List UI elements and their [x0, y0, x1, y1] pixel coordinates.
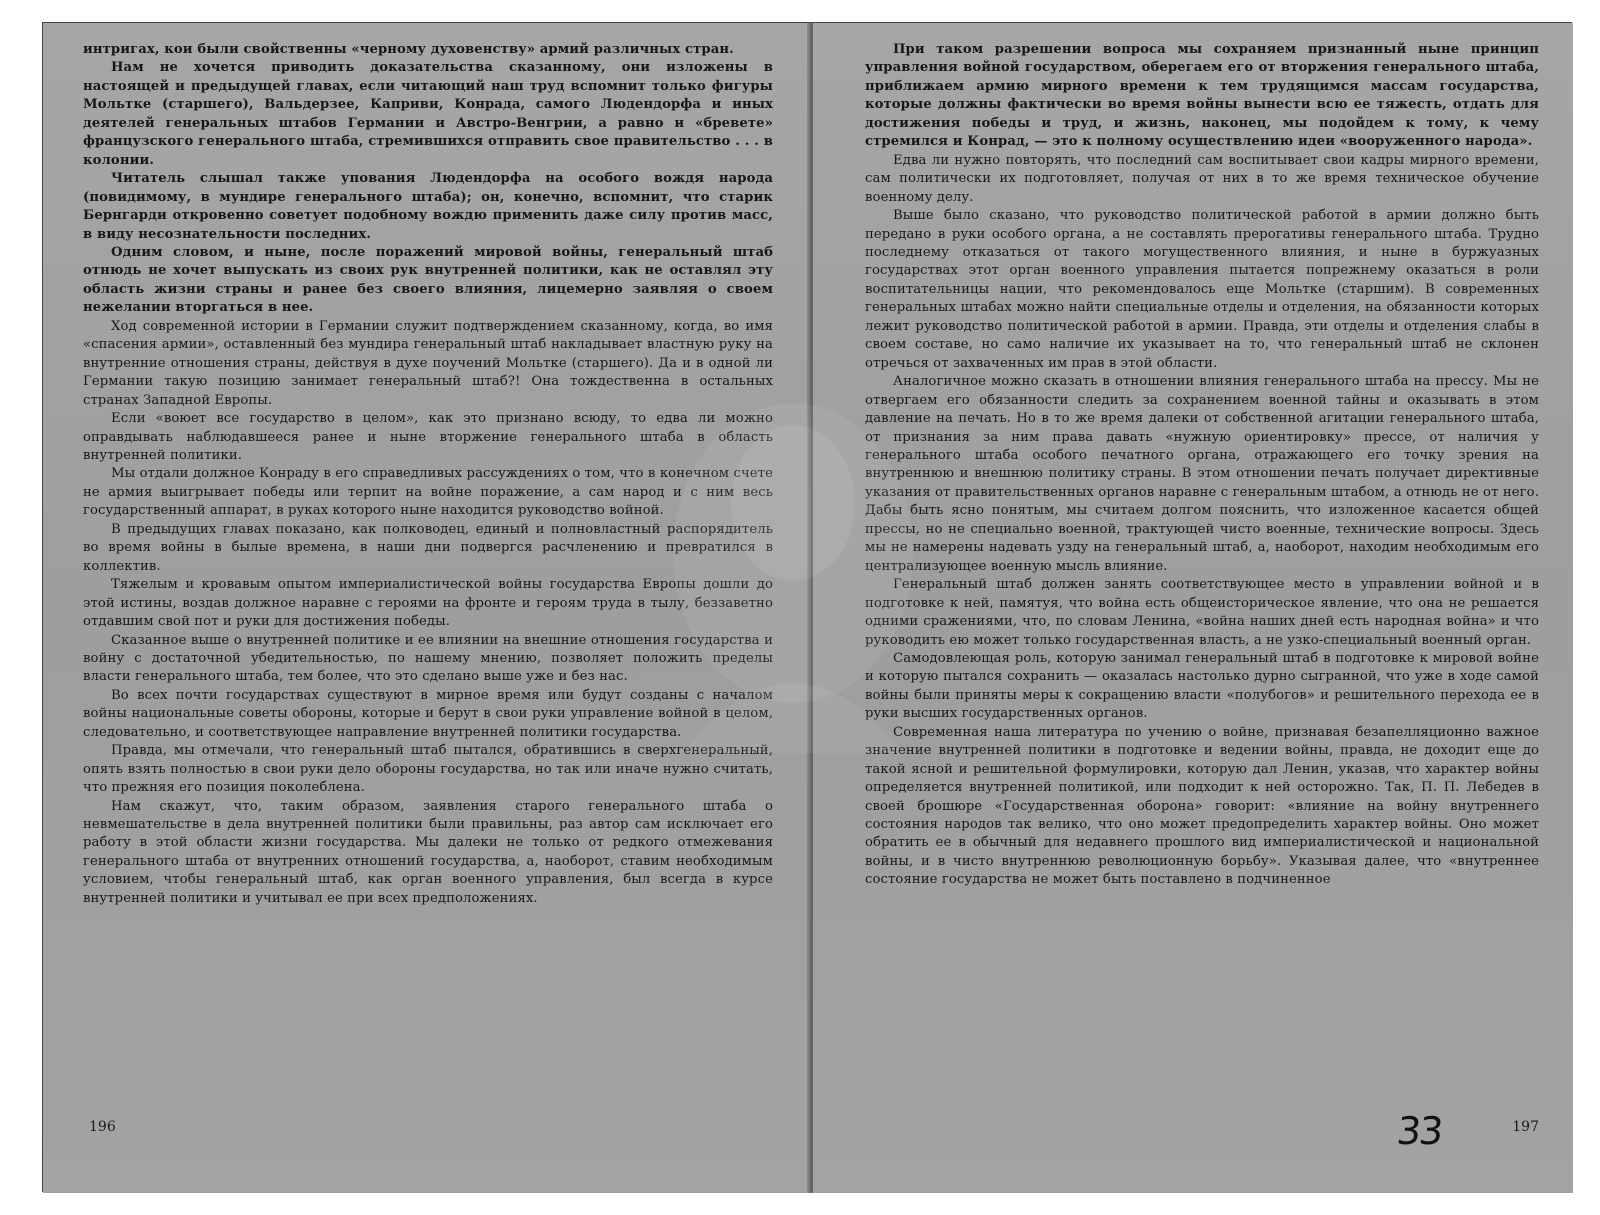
paragraph: Выше было сказано, что руководство политической работой в армии должно быть передано в руки особого органа, а не составлять прерогативы генерального штаба. Трудно последнему отказаться от такого могущественного влияния, и ныне в буржуазных государствах этот орган военного управления пытается попрежнему оказаться в роли воспитательницы нации, что рекомендовалось еще Мольтке (старшим). В современных генеральных штабах можно найти специальные отделы и отделения, на обязанности которых лежит руководство политической работой в армии. Правда, эти отделы и отделения слабы в своем составе, но само наличие их указывает на то, что генеральный штаб не склонен отречься от захваченных им прав в этой области.	[865, 208, 1539, 371]
right-page	[813, 23, 1573, 1193]
paragraph: Самодовлеющая роль, которую занимал генеральный штаб в подготовке к мировой войне и которую пытался сохранить — оказалась настолько дурно сыгранной, что уже в ходе самой войны были приняты меры к сокращению власти «полубогов» и решительного перехода ее в руки высших государственных органов.	[865, 650, 1539, 722]
paragraph: Одним словом, и ныне, после поражений мировой войны, генеральный штаб отнюдь не хочет выпускать из своих рук внутренней политики, как не оставлял эту область жизни страны и ранее без своего влияния, лицемерно заявляя о своем нежелании вторгаться в нее.	[83, 244, 773, 316]
left-page	[43, 23, 811, 1193]
handwritten-number: 33	[1394, 1109, 1444, 1153]
left-page-text	[83, 41, 773, 908]
photograph-of-book-spread	[42, 22, 1572, 1192]
paragraph: Современная наша литература по учению о войне, признавая безапелляционно важное значение внутренней политики в подготовке и ведении войны, правда, не доходит еще до такой ясной и решительной формулировки, которую дал Ленин, указав, что характер войны определяется внутренней политикой, или подходит к ней осторожно. Так, П. П. Лебедев в своей брошюре «Государственная оборона» говорит: «влияние на войну внутреннего состояния народов так велико, что оно может предопределить характер войны. Оно может обратить ее в обычный для недавнего прошлого вид империалистической и национальной войны, и в чисто внутреннюю революционную борьбу». Указывая далее, что «внутреннее состояние государства не может быть поставлено в подчиненное	[865, 724, 1539, 888]
paragraph: Читатель слышал также упования Людендорфа на особого вождя народа (повидимому, в мундире генерального штаба); он, конечно, вспомнит, что старик Бернгарди откровенно советует подобному вождю применить даже силу против масс, в виду несознательности последних.	[83, 171, 773, 242]
paragraph: Генеральный штаб должен занять соответствующее место в управлении войной и в подготовке к ней, памятуя, что война есть общеисторическое явление, что она не решается одними сражениями, что, по словам Ленина, «война наших дней есть народная война» и что руководить ею может только государственная власть, а не узко-специальный военный орган.	[865, 577, 1539, 648]
paragraph: Мы отдали должное Конраду в его справедливых рассуждениях о том, что в конечном счете не армия выигрывает победы или терпит на войне поражение, а сам народ и с ним весь государственный аппарат, в руках которого ныне находится руководство войной.	[83, 466, 773, 519]
paragraph: Во всех почти государствах существуют в мирное время или будут созданы с началом войны национальные советы обороны, которые и берут в свои руки управление войной в целом, следовательно, и соответствующее направление внутренней политики государства.	[83, 687, 773, 740]
page-number: 197	[1512, 1119, 1539, 1135]
page-number: 196	[89, 1119, 116, 1135]
paragraph: интригах, кои были свойственны «черному духовенству» армий различных стран.	[83, 42, 734, 57]
paragraph: Аналогичное можно сказать в отношении влияния генерального штаба на прессу. Мы не отвергаем его обязанности следить за сохранением военной тайны и оказывать в этом давление на печать. Но в то же время далеки от собственной агитации генерального штаба, от признания за ним права давать «нужную ориентировку» прессе, от наличия у генерального штаба особого печатного органа, отражающего его точку зрения на внутреннюю и внешнюю политику страны. В этом отношении печать получает директивные указания от правительственных органов наравне с генеральным штабом, а отнюдь не от него. Дабы быть ясно понятым, мы считаем долгом пояснить, что изложенное касается общей прессы, но не специально военной, трактующей чисто военные, технические вопросы. Здесь мы не намерены надевать узду на генеральный штаб, а, наоборот, находим необходимым его централизующее военную мысль влияние.	[865, 374, 1539, 574]
paragraph: Нам не хочется приводить доказательства сказанному, они изложены в настоящей и предыдущей главах, если читающий наш труд вспомнит только фигуры Мольтке (старшего), Вальдерзее, Каприви, Конрада, самого Людендорфа и иных деятелей генеральных штабов Германии и Австро-Венгрии, а равно и «бревете» французского генерального штаба, стремившихся отправить свое правительство . . . в колонии.	[83, 60, 773, 168]
paragraph: Если «воюет все государство в целом», как это признано всюду, то едва ли можно оправдывать наблюдавшееся ранее и ныне вторжение генерального штаба в область внутренней политики.	[83, 411, 773, 463]
paragraph: В предыдущих главах показано, как полководец, единый и полновластный распорядитель во время войны в былые времена, в наши дни подвергся расчленению и превратился в коллектив.	[83, 521, 773, 574]
paragraph: Тяжелым и кровавым опытом империалистической войны государства Европы дошли до этой истины, воздав должное наравне с героями на фронте и героям труда в тылу, беззаветно отдавшим свой пот и руки для достижения победы.	[83, 577, 773, 630]
paragraph: Правда, мы отмечали, что генеральный штаб пытался, обратившись в сверхгенеральный, опять взять полностью в свои руки дело обороны государства, но так или иначе нужно считать, что прежняя его позиция поколеблена.	[83, 743, 773, 796]
paragraph: Едва ли нужно повторять, что последний сам воспитывает свои кадры мирного времени, сам политически их подготовляет, получая от них в то же время техническое обучение военному делу.	[865, 152, 1539, 205]
paragraph: Ход современной истории в Германии служит подтверждением сказанному, когда, во имя «спасения армии», оставленный без мундира генеральный штаб накладывает властную руку на внутренние отношения страны, действуя в духе поучений Мольтке (старшего). Да и в одной ли Германии такую позицию занимает генеральный штаб?! Она тождественна в остальных странах Западной Европы.	[83, 318, 773, 408]
paragraph: Сказанное выше о внутренней политике и ее влиянии на внешние отношения государства и войну с достаточной убедительностью, по нашему мнению, позволяет положить пределы власти генерального штаба, тем более, что это сделано выше уже и без нас.	[83, 632, 773, 685]
paragraph: При таком разрешении вопроса мы сохраняем признанный ныне принцип управления войной государством, оберегаем его от вторжения генерального штаба, приближаем армию мирного времени к тем трудящимся массам государства, которые должны фактически во время войны вынести всю ее тяжесть, отдать для достижения победы и труд, и жизнь, наконец, мы подойдем к тому, к чему стремился и Конрад, — это к полному осуществлению идеи «вооруженного народа».	[865, 42, 1539, 150]
right-page-text	[865, 41, 1539, 890]
paragraph: Нам скажут, что, таким образом, заявления старого генерального штаба о невмешательстве в дела внутренней политики были правильны, раз автор сам исключает его работу в этой области жизни государства. Мы далеки не только от редкого отмежевания генерального штаба от внутренних отношений государства, а, наоборот, ставим необходимым условием, чтобы генеральный штаб, как орган военного управления, был всегда в курсе внутренней политики и учитывал ее при всех предположениях.	[83, 798, 773, 906]
